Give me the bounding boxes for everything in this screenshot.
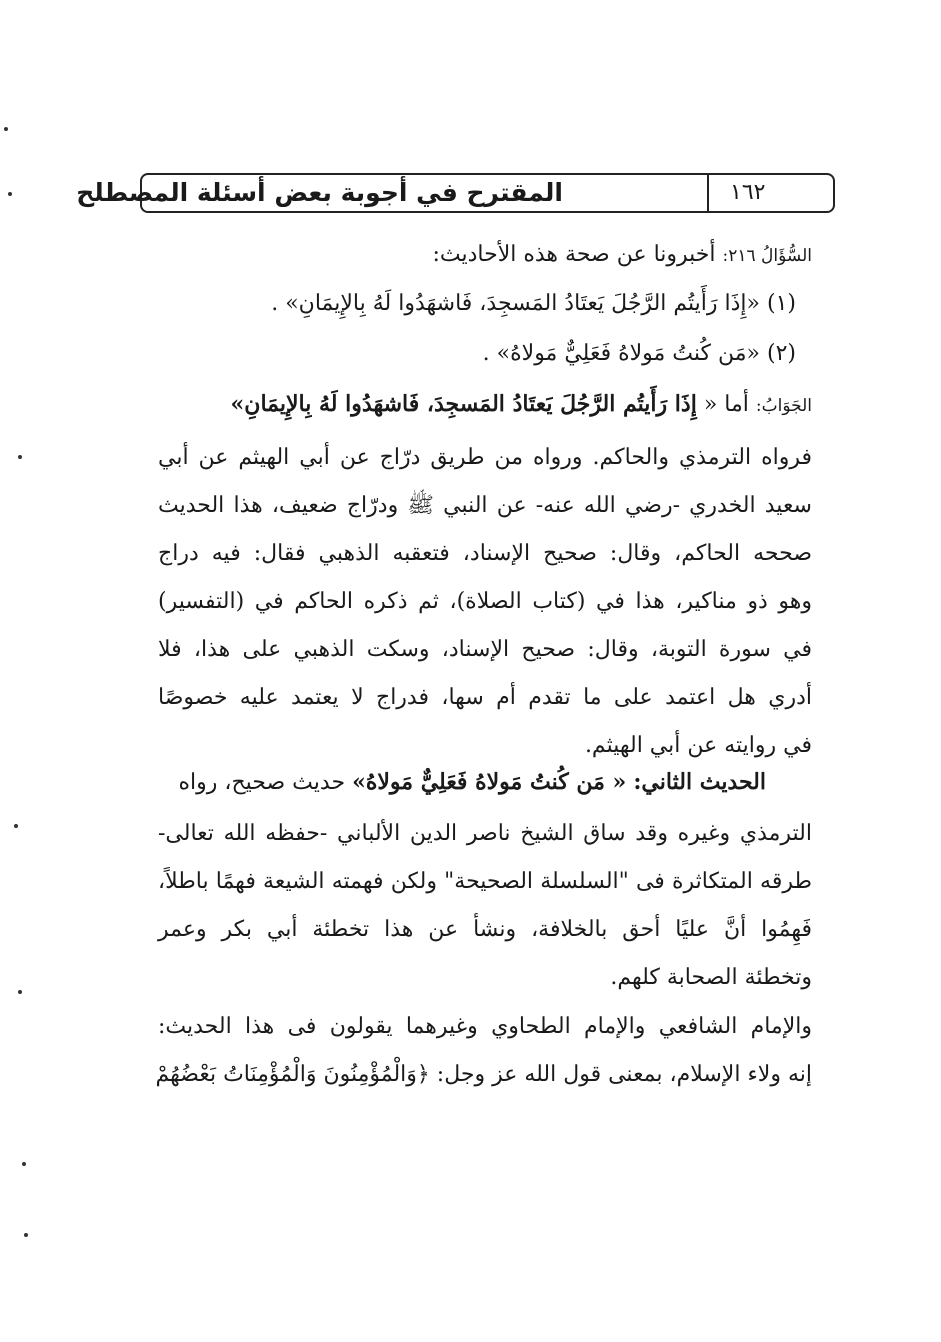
scan-speck [18, 455, 22, 459]
paragraph-line: وتخطئة الصحابة كلهم. [610, 965, 812, 990]
page-number: ١٦٢ [730, 180, 766, 205]
answer-intro: أما « [703, 392, 749, 417]
paragraph-line: في سورة التوبة، وقال: صحيح الإسناد، وسكت الذهبي على هذا، فلا [158, 637, 812, 662]
question-text: أخبرونا عن صحة هذه الأحاديث: [432, 242, 716, 267]
running-header [76, 173, 835, 213]
paragraph-line: فرواه الترمذي والحاكم. ورواه من طريق درّاج عن أبي الهيثم عن أبي [158, 445, 812, 470]
paragraph-line: صححه الحاكم، وقال: صحيح الإسناد، فتعقبه الذهبي فقال: فيه دراج [158, 541, 812, 566]
paragraph-line: الترمذي وغيره وقد ساق الشيخ ناصر الدين الألباني -حفظه الله تعالى- [158, 821, 812, 846]
scan-speck [22, 1162, 26, 1166]
scan-speck [4, 127, 8, 131]
question-item-2: (٢) «مَن كُنتُ مَولاهُ فَعَلِيٌّ مَولاهُ» . [482, 341, 796, 366]
answer-paragraph-2 [158, 810, 812, 1002]
paragraph-line: وهو ذو مناكير، هذا في (كتاب الصلاة)، ثم ذكره الحاكم في (التفسير) [158, 589, 812, 614]
paragraph-line: طرقه المتكاثرة فى "السلسلة الصحيحة" ولكن فهمته الشيعة فهمًا باطلاً، [158, 869, 812, 894]
hadith-one: إِذَا رَأَيتُم الرَّجُلَ يَعتَادُ المَسجِدَ، فَاشهَدُوا لَهُ بِالإِيمَانِ» [230, 391, 697, 417]
scan-speck [8, 192, 12, 196]
scan-speck [14, 824, 18, 828]
scan-speck [18, 990, 22, 994]
second-hadith-label: الحديث الثاني: [633, 769, 766, 795]
answer-heading [231, 391, 812, 417]
scan-speck [24, 1233, 28, 1237]
paragraph-line: أدري هل اعتمد على ما تقدم أم سها، فدراج لا يعتمد عليه خصوصًا [158, 685, 812, 710]
answer-label: الجَوَابُ: [755, 396, 812, 416]
answer-paragraph-1 [158, 434, 812, 770]
hadith-two: « مَن كُنتُ مَولاهُ فَعَلِيٌّ مَولاهُ» [352, 769, 627, 795]
question-item-1: (١) «إِذَا رَأَيتُم الرَّجُلَ يَعتَادُ المَسجِدَ، فَاشهَدُوا لَهُ بِالإِيمَانِ» . [271, 291, 796, 316]
paragraph-line: سعيد الخدري -رضي الله عنه- عن النبي ﷺ ودرّاج ضعيف، هذا الحديث [158, 493, 812, 518]
second-hadith-rest: حديث صحيح، رواه [178, 770, 346, 795]
answer-paragraph-3 [155, 1003, 812, 1099]
question-label: السُّؤَالُ ٢١٦: [722, 246, 812, 266]
second-hadith-heading [178, 769, 766, 795]
book-title: المقترح في أجوبة بعض أسئلة المصطلح [76, 178, 563, 207]
header-divider [707, 173, 709, 213]
question-line [432, 242, 812, 267]
paragraph-line: فَهِمُوا أنَّ عليًا أحق بالخلافة، ونشأ عن هذا تخطئة أبي بكر وعمر [158, 917, 812, 942]
paragraph-line: إنه ولاء الإسلام، بمعنى قول الله عز وجل: ﴿وَالْمُؤْمِنُونَ وَالْمُؤْمِنَاتُ بَعْضُهُمْ [155, 1062, 812, 1087]
paragraph-line: في روايته عن أبي الهيثم. [584, 733, 812, 758]
paragraph-line: والإمام الشافعي والإمام الطحاوي وغيرهما يقولون فى هذا الحديث: [158, 1014, 812, 1039]
